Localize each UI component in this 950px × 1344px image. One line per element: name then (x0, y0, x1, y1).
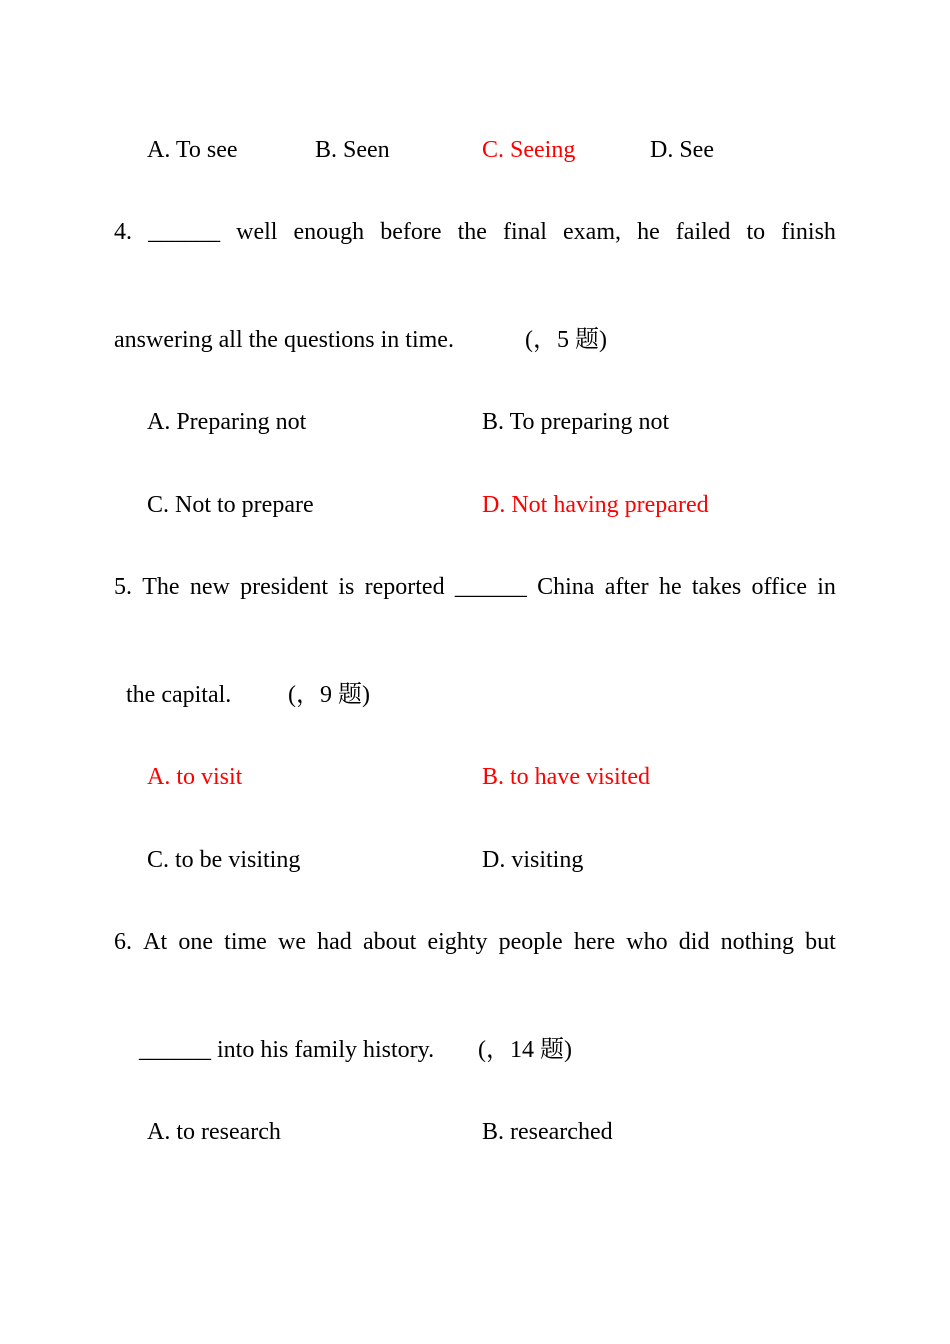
q5-word: The (142, 574, 180, 600)
q4-source: (，5 题) (525, 327, 607, 353)
q4-word: enough (293, 219, 365, 245)
q4-option-b: B. To preparing not (482, 409, 670, 435)
q4-option-a: A. Preparing not (147, 409, 307, 435)
q6-stem-line2: ______ into his family history. (139, 1037, 435, 1063)
q6-option-a: A. to research (147, 1119, 281, 1145)
q6-word: time (224, 929, 267, 955)
q6-word: about (362, 929, 417, 955)
q4-stem-line2: answering all the questions in time. (114, 327, 454, 353)
q3-option-c-answer: C. Seeing (482, 137, 576, 163)
q6-word: had (317, 929, 352, 955)
q5-word: China (537, 574, 595, 600)
q5-word: 5. (114, 574, 132, 600)
q6-stem-line1 (114, 927, 836, 957)
q5-word: reported (364, 574, 445, 600)
q5-option-a-answer: A. to visit (147, 764, 243, 790)
q5-word: takes (691, 574, 742, 600)
q6-word: one (178, 929, 213, 955)
q3-option-d: D. See (650, 137, 714, 163)
q6-word: who (626, 929, 668, 955)
q5-word: president (240, 574, 329, 600)
q5-word: in (817, 574, 836, 600)
q4-word: well (236, 219, 278, 245)
q6-word: nothing (720, 929, 794, 955)
q6-word: we (278, 929, 306, 955)
q4-word: to (746, 219, 766, 245)
q5-stem-line2: the capital. (126, 682, 232, 708)
q4-word: failed (675, 219, 731, 245)
q4-word: finish (781, 219, 836, 245)
q4-word: exam, (563, 219, 622, 245)
q5-word: office (751, 574, 807, 600)
q5-option-d: D. visiting (482, 847, 584, 873)
q6-option-b: B. researched (482, 1119, 613, 1145)
q6-source: (，14 题) (478, 1037, 572, 1063)
q6-word: eighty (427, 929, 488, 955)
q5-word: new (189, 574, 230, 600)
q5-option-c: C. to be visiting (147, 847, 301, 873)
q5-word: after (604, 574, 649, 600)
q5-word: is (338, 574, 355, 600)
q4-word: 4. (114, 219, 132, 245)
q4-blank: ______ (148, 219, 221, 245)
q5-option-b-answer: B. to have visited (482, 764, 650, 790)
q6-word: 6. (114, 929, 132, 955)
q6-word: At (143, 929, 168, 955)
q4-stem-line1 (114, 217, 836, 247)
q5-source: (，9 题) (288, 682, 370, 708)
q5-stem-line1 (114, 572, 836, 602)
q3-option-b: B. Seen (315, 137, 390, 163)
q4-option-c: C. Not to prepare (147, 492, 314, 518)
q6-word: people (498, 929, 563, 955)
q4-option-d-answer: D. Not having prepared (482, 492, 709, 518)
q4-word: final (502, 219, 547, 245)
q4-word: the (457, 219, 487, 245)
q5-word: he (658, 574, 682, 600)
q6-word: did (678, 929, 710, 955)
q3-option-a: A. To see (147, 137, 238, 163)
q5-blank: ______ (454, 574, 527, 600)
q4-word: before (380, 219, 442, 245)
q6-word: but (805, 929, 836, 955)
q4-word: he (637, 219, 660, 245)
q6-word: here (573, 929, 616, 955)
